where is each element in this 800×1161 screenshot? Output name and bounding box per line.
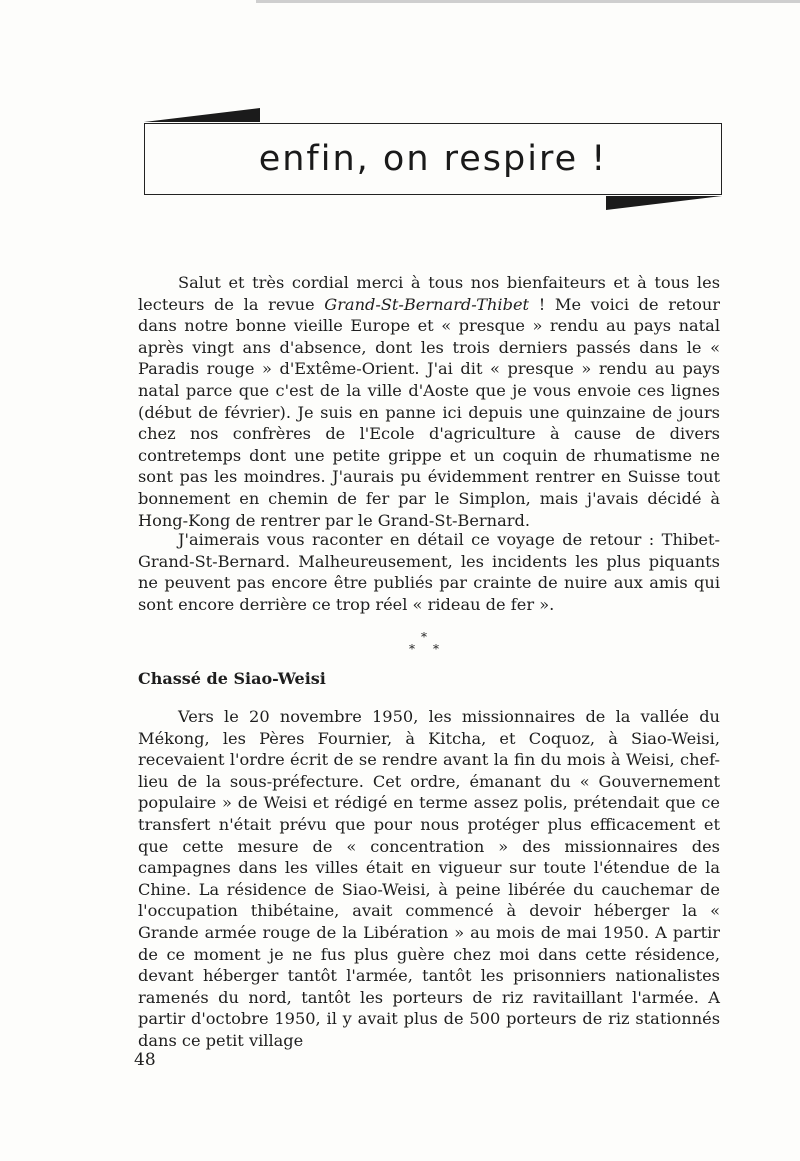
intro-paragraph-start: Salut et très cordial merci à tous nos bienfaiteurs et à tous les lecteurs de la revue [138,273,720,314]
page-title: enfin, on respire ! [258,139,608,179]
section-asterism [400,630,448,658]
second-paragraph: J'aimerais vous raconter en détail ce voyage de retour : Thibet-Grand-St-Bernard. Malheureusement, les incidents les plus piquants ne peuvent pas encore être publiés par crainte de nuire aux amis qui sont encore derrière ce trop réel « rideau de fer ». [138,530,720,614]
intro-paragraph [138,272,720,531]
title-frame [144,123,722,195]
title-frame-left-tab [144,108,260,122]
intro-paragraph-rest: ! Me voici de retour dans notre bonne vieille Europe et « presque » rendu au pays natal après vingt ans d'absence, dont les trois derniers passés dans le « Paradis rouge » d'Extême-Orient. J'ai dit « presque » rendu au pays natal parce que c'est de la ville d'Aoste que je vous envoie ces lignes (début de février). Je suis en panne ici depuis une quinzaine de jours chez nos confrères de l'Ecole d'agriculture à cause de divers contretemps dont une petite grippe et un coquin de rhumatisme ne sont pas les moindres. J'aurais pu évidemment rentrer en Suisse tout bonnement en chemin de fer par le Simplon, mais j'avais décidé à Hong-Kong de rentrer par le Grand-St-Bernard. [138,294,720,530]
top-edge-rule [256,0,800,3]
asterism-star-top: * [421,630,427,644]
asterism-star-left: * [409,642,415,656]
page-number: 48 [134,1050,156,1070]
journal-title: Grand-St-Bernard-Thibet [324,294,530,314]
section-heading: Chassé de Siao-Weisi [138,669,326,688]
section-paragraph: Vers le 20 novembre 1950, les missionnaires de la vallée du Mékong, les Pères Fournier, à Kitcha, et Coquoz, à Siao-Weisi, recevaient l'ordre écrit de se rendre avant la fin du mois à Weisi, chef-lieu de la sous-préfecture. Cet ordre, émanant du « Gouvernement populaire » de Weisi et rédigé en terme assez polis, prétendait que ce transfert n'était prévu que pour nous protéger plus efficacement et que cette mesure de « concentration » des missionnaires des campagnes dans les villes était en vigueur sur toute l'étendue de la Chine. La résidence de Siao-Weisi, à peine libérée du cauchemar de l'occupation thibétaine, avait commencé à devoir héberger la « Grande armée rouge de la Libération » au mois de mai 1950. A partir de ce moment je ne fus plus guère chez moi dans cette résidence, devant héberger tantôt l'armée, tantôt les prisonniers nationalistes ramenés du nord, tantôt les porteurs de riz ravitaillant l'armée. A partir d'octobre 1950, il y avait plus de 500 porteurs de riz stationnés dans ce petit village [138,707,720,1050]
asterism-star-right: * [433,642,439,656]
title-frame-right-tab [606,196,722,210]
